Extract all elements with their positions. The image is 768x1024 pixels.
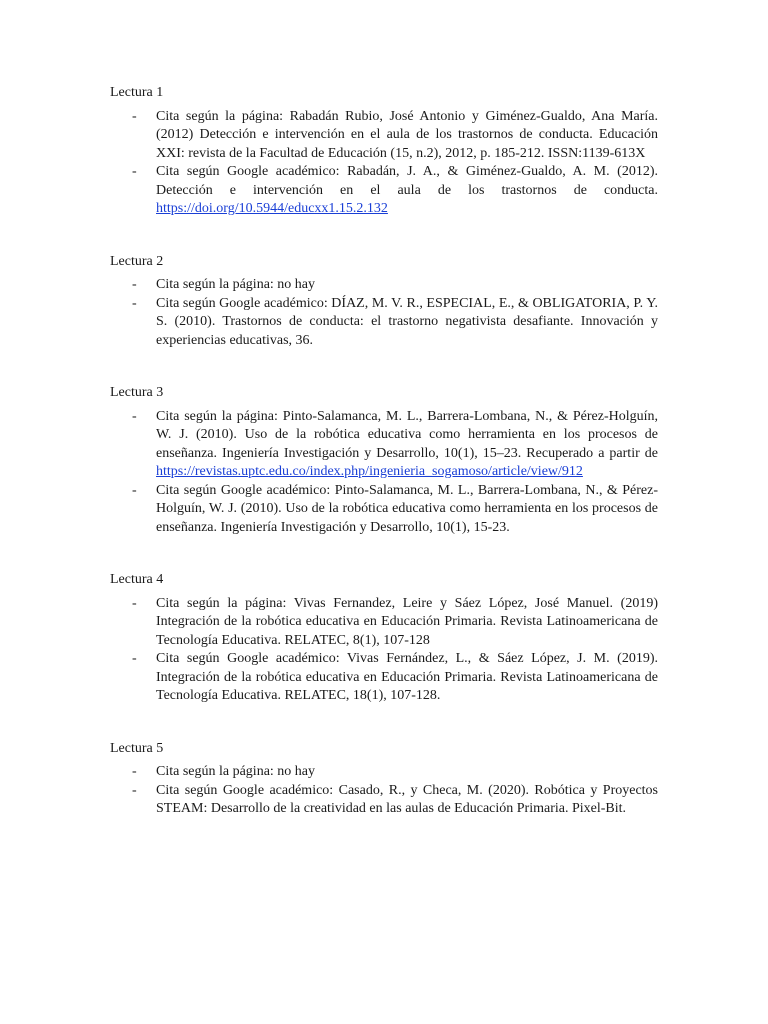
journal-link[interactable]: https://revistas.uptc.edu.co/index.php/ingenieria_sogamoso/article/view/912 [156,464,583,479]
bullet-dash: - [132,295,137,311]
citation-text: Cita según Google académico: Vivas Fernández, L., & Sáez López, J. M. (2019). Integración de la robótica educativa en Educación Primaria. Revista Latinoamericana de Tecnología Educativa. RELATEC, 18(1), 107-128. [156,651,658,703]
section-lectura-3 [110,384,658,537]
citation-entry [110,650,658,706]
citation-entry [110,595,658,651]
citation-entry [110,295,658,351]
citation-list [110,108,658,219]
citation-text: Cita según la página: no hay [156,764,316,779]
doi-link[interactable]: https://doi.org/10.5944/educxx1.15.2.132 [156,201,388,216]
bullet-dash: - [132,782,137,798]
section-title: Lectura 5 [110,740,164,756]
citation-text: Cita según la página: no hay [156,277,316,292]
section-title: Lectura 4 [110,572,164,587]
bullet-dash: - [132,277,137,292]
bullet-dash: - [132,651,137,666]
citation-list [110,595,658,706]
citation-list [110,763,658,819]
citation-text: Cita según Google académico: Rabadán, J. A., & Giménez-Gualdo, A. M. (2012). Detección e intervención en el aula de los trastornos de conducta. [156,164,658,198]
citation-text: Cita según la página: Pinto-Salamanca, M. L., Barrera-Lombana, N., & Pérez-Holguín, W. J. (2010). Uso de la robótica educativa como herramienta en los procesos de enseñanza. Ingeniería Investigación y Desarrollo, 10(1), 15–23. Recuperado a partir de [156,408,658,461]
citation-entry [110,763,658,782]
citation-text: Cita según la página: Vivas Fernandez, Leire y Sáez López, José Manuel. (2019) Integración de la robótica educativa en Educación Primaria. Revista Latinoamericana de Tecnología Educativa. RELATEC, 8(1), 107-128 [156,595,658,648]
section-lectura-5 [110,740,658,819]
bullet-dash: - [132,595,137,611]
bullet-dash: - [132,408,137,424]
bullet-dash: - [132,482,137,498]
section-lectura-1 [110,84,658,219]
citation-text: Cita según Google académico: Casado, R., y Checa, M. (2020). Robótica y Proyectos STEAM: Desarrollo de la creatividad en las aulas de Educación Primaria. Pixel-Bit. [156,782,658,816]
section-title: Lectura 2 [110,253,164,269]
citation-entry [110,108,658,164]
citation-entry [110,482,658,538]
citation-list [110,276,658,350]
citation-text: Cita según Google académico: DÍAZ, M. V. R., ESPECIAL, E., & OBLIGATORIA, P. Y. S. (2010). Trastornos de conducta: el trastorno negativista desafiante. Innovación y experiencias educativas, 36. [156,295,658,348]
citation-entry [110,408,658,482]
bullet-dash: - [132,764,137,779]
citation-entry [110,276,658,295]
citation-text: Cita según la página: Rabadán Rubio, José Antonio y Giménez-Gualdo, Ana María. (2012) Detección e intervención en el aula de los trastornos de conducta. Educación XXI: revista de la Facultad de Educación (15, n.2), 2012, p. 185-212. ISSN:1139-613X [156,108,658,161]
section-title: Lectura 3 [110,385,164,400]
document-page [110,84,658,819]
citation-entry [110,163,658,219]
bullet-dash: - [132,164,137,179]
citation-text: Cita según Google académico: Pinto-Salamanca, M. L., Barrera-Lombana, N., & Pérez-Holguín, W. J. (2010). Uso de la robótica educativa como herramienta en los procesos de enseñanza. Ingeniería Investigación y Desarrollo, 10(1), 15-23. [156,482,658,535]
citation-list [110,408,658,538]
section-lectura-2 [110,253,658,351]
citation-entry [110,782,658,819]
section-lectura-4 [110,571,658,706]
section-title: Lectura 1 [110,85,164,100]
bullet-dash: - [132,108,137,124]
